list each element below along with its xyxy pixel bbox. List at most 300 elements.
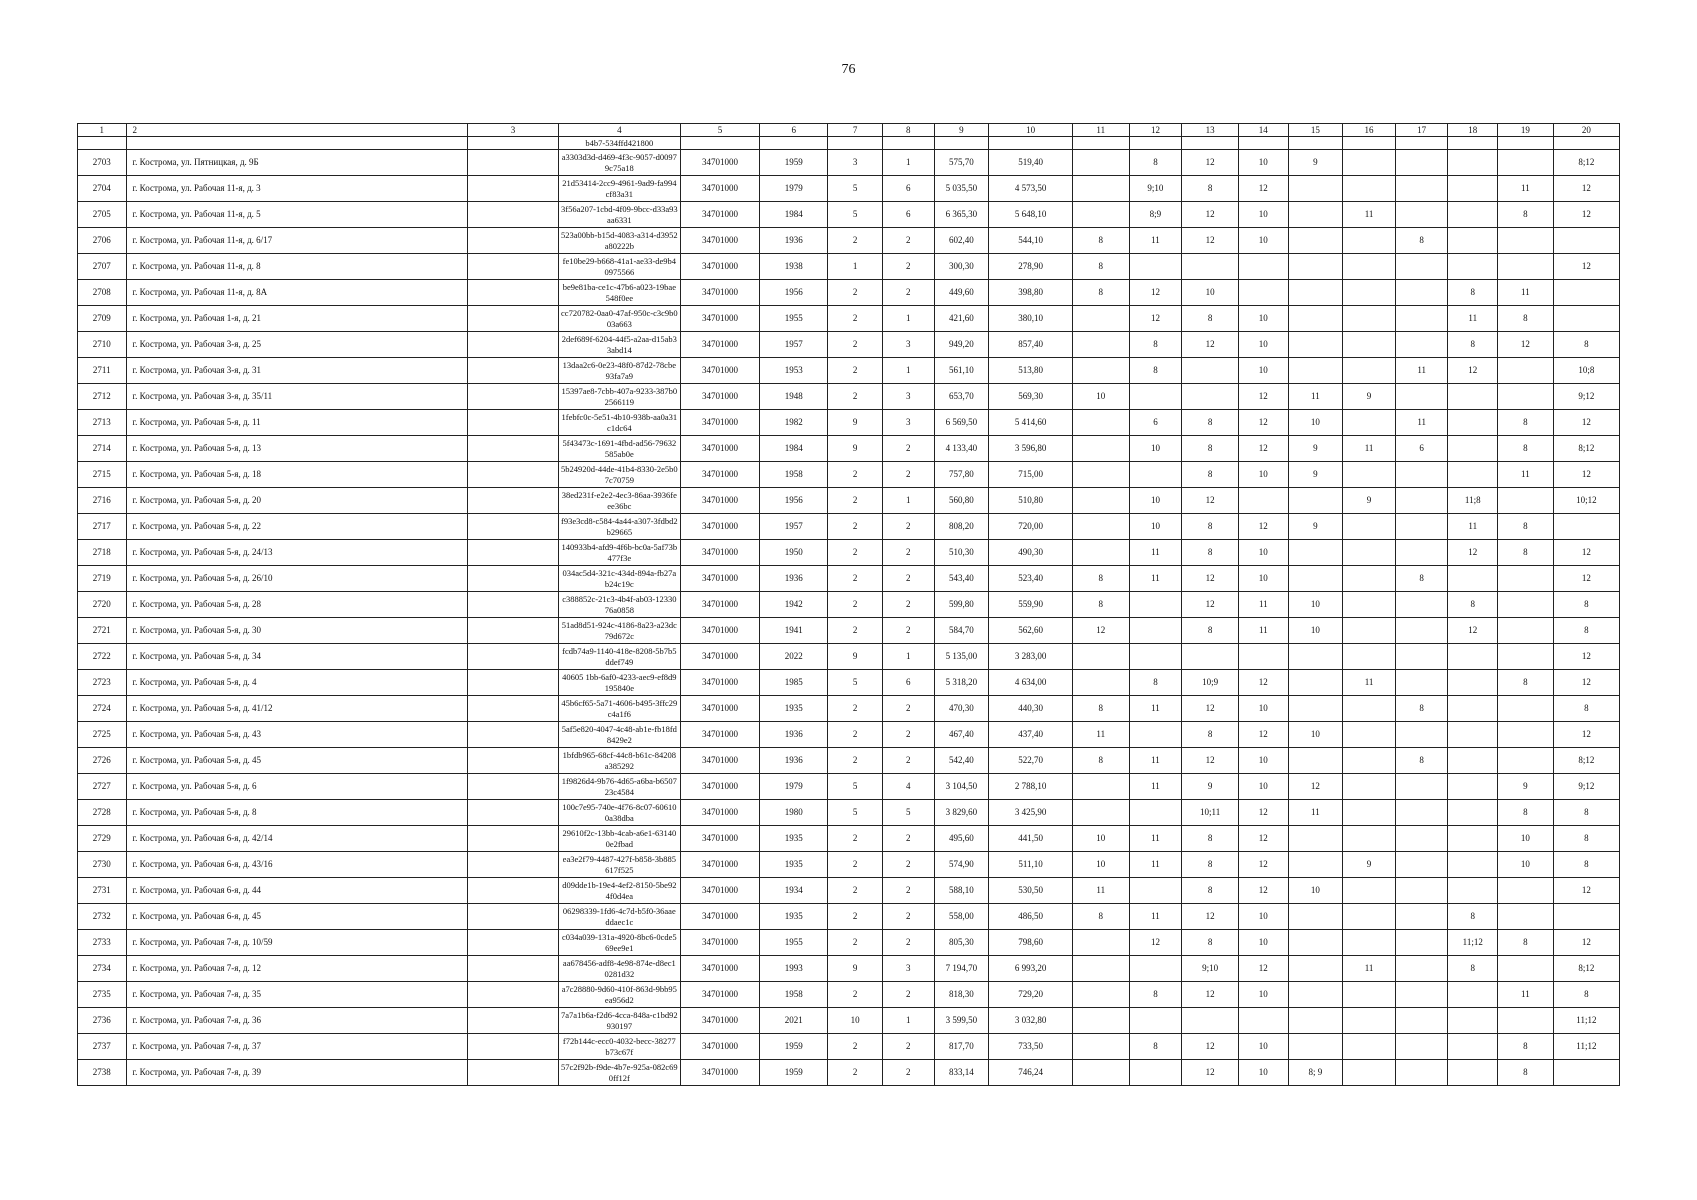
cell-col-17 <box>1395 514 1448 540</box>
page-number: 76 <box>841 62 856 77</box>
cell-col-20: 20 <box>1553 124 1619 137</box>
cell-col-19: 11 <box>1498 280 1554 306</box>
cell-col-12: 8 <box>1129 150 1182 176</box>
cell-col-10: 510,80 <box>989 488 1073 514</box>
cell-col-16 <box>1343 800 1396 826</box>
cell-col-17 <box>1395 774 1448 800</box>
cell-col-13: 12 <box>1182 488 1239 514</box>
cell-col-11: 10 <box>1072 384 1129 410</box>
cell-col-8: 4 <box>882 774 934 800</box>
cell-col-1: 2705 <box>78 202 127 228</box>
cell-col-3 <box>468 1008 559 1034</box>
cell-col-3 <box>468 410 559 436</box>
cell-col-7 <box>828 137 883 150</box>
cell-col-20: 8 <box>1553 800 1619 826</box>
cell-col-7: 2 <box>828 462 883 488</box>
continuation-row <box>78 137 1620 150</box>
column-number-header-row <box>78 124 1620 137</box>
cell-col-15: 9 <box>1288 514 1343 540</box>
cell-col-19: 8 <box>1498 800 1554 826</box>
cell-col-19: 8 <box>1498 1060 1554 1086</box>
cell-col-11: 11 <box>1072 878 1129 904</box>
cell-col-12 <box>1129 722 1182 748</box>
cell-col-4: fe10be29-b668-41a1-ae33-de9b40975566 <box>558 254 680 280</box>
cell-col-11: 11 <box>1072 124 1129 137</box>
cell-col-11 <box>1072 1060 1129 1086</box>
cell-col-9: 421,60 <box>934 306 989 332</box>
table-row <box>78 150 1620 176</box>
cell-col-7: 2 <box>828 514 883 540</box>
cell-col-5: 34701000 <box>680 228 759 254</box>
cell-col-13 <box>1182 1008 1239 1034</box>
cell-col-6: 1957 <box>760 332 828 358</box>
cell-col-3 <box>468 137 559 150</box>
cell-col-8: 1 <box>882 150 934 176</box>
cell-col-9: 3 104,50 <box>934 774 989 800</box>
cell-col-5: 34701000 <box>680 800 759 826</box>
cell-col-18 <box>1448 176 1498 202</box>
cell-col-9: 574,90 <box>934 852 989 878</box>
cell-col-13: 12 <box>1182 1060 1239 1086</box>
cell-col-8: 2 <box>882 748 934 774</box>
table-row <box>78 566 1620 592</box>
cell-col-13: 8 <box>1182 436 1239 462</box>
cell-col-1: 2725 <box>78 722 127 748</box>
cell-col-6: 1955 <box>760 930 828 956</box>
cell-col-19: 8 <box>1498 1034 1554 1060</box>
cell-col-7: 9 <box>828 410 883 436</box>
cell-col-12: 12 <box>1129 124 1182 137</box>
cell-col-16 <box>1343 566 1396 592</box>
cell-col-17 <box>1395 618 1448 644</box>
cell-col-7: 2 <box>828 566 883 592</box>
cell-col-13: 12 <box>1182 592 1239 618</box>
cell-col-18 <box>1448 137 1498 150</box>
cell-col-5: 34701000 <box>680 384 759 410</box>
cell-col-2: г. Кострома, ул. Рабочая 6-я, д. 44 <box>126 878 468 904</box>
cell-col-13: 9;10 <box>1182 956 1239 982</box>
cell-col-12: 10 <box>1129 488 1182 514</box>
cell-col-10: 5 414,60 <box>989 410 1073 436</box>
cell-col-15 <box>1288 670 1343 696</box>
cell-col-3 <box>468 306 559 332</box>
cell-col-19 <box>1498 358 1554 384</box>
cell-col-7: 2 <box>828 696 883 722</box>
cell-col-6: 1935 <box>760 904 828 930</box>
cell-col-16 <box>1343 410 1396 436</box>
cell-col-12: 11 <box>1129 748 1182 774</box>
cell-col-10: 10 <box>989 124 1073 137</box>
cell-col-9: 818,30 <box>934 982 989 1008</box>
cell-col-3 <box>468 488 559 514</box>
cell-col-2: г. Кострома, ул. Рабочая 5-я, д. 30 <box>126 618 468 644</box>
cell-col-5: 34701000 <box>680 904 759 930</box>
cell-col-13: 9 <box>1182 774 1239 800</box>
cell-col-7: 5 <box>828 800 883 826</box>
cell-col-18 <box>1448 1034 1498 1060</box>
cell-col-7: 2 <box>828 358 883 384</box>
table-row <box>78 514 1620 540</box>
cell-col-3 <box>468 280 559 306</box>
cell-col-18 <box>1448 852 1498 878</box>
cell-col-13: 10 <box>1182 280 1239 306</box>
table-row <box>78 748 1620 774</box>
cell-col-8: 6 <box>882 202 934 228</box>
cell-col-16: 9 <box>1343 384 1396 410</box>
cell-col-14: 12 <box>1239 436 1289 462</box>
cell-col-15: 10 <box>1288 722 1343 748</box>
cell-col-12 <box>1129 384 1182 410</box>
cell-col-6: 2022 <box>760 644 828 670</box>
cell-col-18: 8 <box>1448 592 1498 618</box>
cell-col-13: 12 <box>1182 228 1239 254</box>
cell-col-18 <box>1448 1008 1498 1034</box>
cell-col-8: 2 <box>882 878 934 904</box>
cell-col-4: 1febfc0c-5e51-4b10-938b-aa0a31c1dc64 <box>558 410 680 436</box>
cell-col-14: 10 <box>1239 462 1289 488</box>
table-row <box>78 930 1620 956</box>
cell-col-11 <box>1072 1034 1129 1060</box>
cell-col-7: 2 <box>828 592 883 618</box>
cell-col-20: 11;12 <box>1553 1008 1619 1034</box>
cell-col-18 <box>1448 800 1498 826</box>
cell-col-17 <box>1395 488 1448 514</box>
cell-col-13: 12 <box>1182 332 1239 358</box>
cell-col-10: 380,10 <box>989 306 1073 332</box>
cell-col-14: 10 <box>1239 748 1289 774</box>
cell-col-20: 12 <box>1553 202 1619 228</box>
cell-col-2: г. Кострома, ул. Рабочая 6-я, д. 42/14 <box>126 826 468 852</box>
cell-col-20 <box>1553 1060 1619 1086</box>
cell-col-19: 8 <box>1498 202 1554 228</box>
cell-col-1: 2718 <box>78 540 127 566</box>
cell-col-14: 10 <box>1239 150 1289 176</box>
cell-col-12 <box>1129 1008 1182 1034</box>
cell-col-12: 8 <box>1129 332 1182 358</box>
cell-col-14: 10 <box>1239 358 1289 384</box>
cell-col-10: 530,50 <box>989 878 1073 904</box>
cell-col-6: 1959 <box>760 150 828 176</box>
cell-col-8: 1 <box>882 644 934 670</box>
cell-col-19 <box>1498 748 1554 774</box>
cell-col-17 <box>1395 904 1448 930</box>
cell-col-17: 11 <box>1395 358 1448 384</box>
cell-col-1: 2707 <box>78 254 127 280</box>
cell-col-3 <box>468 1034 559 1060</box>
cell-col-14: 10 <box>1239 228 1289 254</box>
cell-col-5: 34701000 <box>680 176 759 202</box>
cell-col-16 <box>1343 592 1396 618</box>
cell-col-9: 558,00 <box>934 904 989 930</box>
cell-col-20: 8 <box>1553 852 1619 878</box>
cell-col-4: 1bfdb965-68cf-44c8-b61c-84208a385292 <box>558 748 680 774</box>
cell-col-1: 2729 <box>78 826 127 852</box>
cell-col-9: 817,70 <box>934 1034 989 1060</box>
cell-col-15 <box>1288 137 1343 150</box>
cell-col-11: 8 <box>1072 254 1129 280</box>
cell-col-19: 8 <box>1498 670 1554 696</box>
cell-col-11 <box>1072 176 1129 202</box>
cell-col-2: г. Кострома, ул. Рабочая 3-я, д. 25 <box>126 332 468 358</box>
cell-col-6: 1979 <box>760 774 828 800</box>
table-row <box>78 774 1620 800</box>
cell-col-12 <box>1129 1060 1182 1086</box>
cell-col-8: 2 <box>882 566 934 592</box>
cell-col-1: 2709 <box>78 306 127 332</box>
cell-col-20: 12 <box>1553 566 1619 592</box>
cell-col-9: 467,40 <box>934 722 989 748</box>
cell-col-19 <box>1498 644 1554 670</box>
cell-col-15 <box>1288 748 1343 774</box>
cell-col-2: г. Кострома, ул. Рабочая 5-я, д. 43 <box>126 722 468 748</box>
cell-col-5: 34701000 <box>680 462 759 488</box>
cell-col-6: 1993 <box>760 956 828 982</box>
cell-col-6: 1959 <box>760 1060 828 1086</box>
cell-col-5: 34701000 <box>680 150 759 176</box>
cell-col-8: 2 <box>882 540 934 566</box>
table-row <box>78 462 1620 488</box>
cell-col-13: 8 <box>1182 410 1239 436</box>
cell-col-20: 8;12 <box>1553 150 1619 176</box>
cell-col-6: 1936 <box>760 722 828 748</box>
cell-col-18: 8 <box>1448 956 1498 982</box>
cell-col-14: 12 <box>1239 514 1289 540</box>
cell-col-8: 2 <box>882 436 934 462</box>
cell-col-8: 2 <box>882 826 934 852</box>
table-row <box>78 982 1620 1008</box>
cell-col-15 <box>1288 1008 1343 1034</box>
cell-col-19: 10 <box>1498 826 1554 852</box>
cell-col-10: 398,80 <box>989 280 1073 306</box>
cell-col-8: 6 <box>882 176 934 202</box>
cell-col-12: 10 <box>1129 514 1182 540</box>
cell-col-20 <box>1553 904 1619 930</box>
cell-col-1: 2735 <box>78 982 127 1008</box>
cell-col-18: 11;8 <box>1448 488 1498 514</box>
housing-register-table <box>77 123 1620 1086</box>
cell-col-5: 34701000 <box>680 826 759 852</box>
cell-col-14: 10 <box>1239 930 1289 956</box>
cell-col-6 <box>760 137 828 150</box>
cell-col-10: 857,40 <box>989 332 1073 358</box>
table-row <box>78 696 1620 722</box>
cell-col-11 <box>1072 930 1129 956</box>
cell-col-19: 8 <box>1498 514 1554 540</box>
cell-col-6: 2021 <box>760 1008 828 1034</box>
cell-col-19: 8 <box>1498 410 1554 436</box>
cell-col-1: 2732 <box>78 904 127 930</box>
cell-col-20: 8;12 <box>1553 748 1619 774</box>
cell-col-12: 8 <box>1129 358 1182 384</box>
table-row <box>78 358 1620 384</box>
cell-col-1: 2726 <box>78 748 127 774</box>
cell-col-15 <box>1288 488 1343 514</box>
cell-col-6: 1935 <box>760 852 828 878</box>
cell-col-5: 34701000 <box>680 410 759 436</box>
cell-col-14: 10 <box>1239 696 1289 722</box>
cell-col-20: 12 <box>1553 722 1619 748</box>
cell-col-1: 2733 <box>78 930 127 956</box>
cell-col-13 <box>1182 644 1239 670</box>
cell-col-12: 11 <box>1129 826 1182 852</box>
cell-col-3 <box>468 358 559 384</box>
cell-col-17 <box>1395 930 1448 956</box>
cell-col-20 <box>1553 137 1619 150</box>
cell-col-17: 8 <box>1395 748 1448 774</box>
cell-col-16: 11 <box>1343 202 1396 228</box>
cell-col-7: 2 <box>828 982 883 1008</box>
cell-col-8: 2 <box>882 228 934 254</box>
cell-col-13: 12 <box>1182 150 1239 176</box>
cell-col-14: 14 <box>1239 124 1289 137</box>
cell-col-11 <box>1072 358 1129 384</box>
cell-col-17 <box>1395 592 1448 618</box>
cell-col-5: 34701000 <box>680 358 759 384</box>
cell-col-5: 34701000 <box>680 306 759 332</box>
cell-col-13: 12 <box>1182 982 1239 1008</box>
cell-col-19 <box>1498 956 1554 982</box>
cell-col-3 <box>468 514 559 540</box>
cell-col-7: 2 <box>828 930 883 956</box>
table-row <box>78 254 1620 280</box>
cell-col-1: 2727 <box>78 774 127 800</box>
cell-col-10: 559,90 <box>989 592 1073 618</box>
cell-col-11: 8 <box>1072 592 1129 618</box>
cell-col-12: 10 <box>1129 436 1182 462</box>
cell-col-15: 9 <box>1288 436 1343 462</box>
cell-col-17 <box>1395 1034 1448 1060</box>
cell-col-18 <box>1448 722 1498 748</box>
cell-col-20: 8 <box>1553 982 1619 1008</box>
cell-col-18 <box>1448 436 1498 462</box>
cell-col-9: 6 365,30 <box>934 202 989 228</box>
cell-col-11 <box>1072 514 1129 540</box>
table-row <box>78 878 1620 904</box>
cell-col-20: 12 <box>1553 176 1619 202</box>
cell-col-15 <box>1288 254 1343 280</box>
cell-col-17 <box>1395 982 1448 1008</box>
cell-col-4: 523a00bb-b15d-4083-a314-d3952a80222b <box>558 228 680 254</box>
cell-col-12 <box>1129 800 1182 826</box>
cell-col-12 <box>1129 956 1182 982</box>
cell-col-9: 300,30 <box>934 254 989 280</box>
cell-col-12: 8;9 <box>1129 202 1182 228</box>
cell-col-11: 8 <box>1072 904 1129 930</box>
cell-col-12 <box>1129 878 1182 904</box>
cell-col-18: 8 <box>1448 280 1498 306</box>
cell-col-5: 34701000 <box>680 774 759 800</box>
cell-col-9: 542,40 <box>934 748 989 774</box>
cell-col-11: 10 <box>1072 852 1129 878</box>
cell-col-7: 5 <box>828 176 883 202</box>
cell-col-11 <box>1072 644 1129 670</box>
cell-col-16: 16 <box>1343 124 1396 137</box>
cell-col-14: 10 <box>1239 332 1289 358</box>
cell-col-18: 11 <box>1448 514 1498 540</box>
cell-col-5: 34701000 <box>680 956 759 982</box>
cell-col-13: 10;9 <box>1182 670 1239 696</box>
cell-col-7: 2 <box>828 228 883 254</box>
cell-col-6: 1956 <box>760 488 828 514</box>
cell-col-19 <box>1498 488 1554 514</box>
cell-col-3 <box>468 644 559 670</box>
cell-col-14: 12 <box>1239 878 1289 904</box>
cell-col-12: 6 <box>1129 410 1182 436</box>
cell-col-14: 10 <box>1239 202 1289 228</box>
cell-col-3 <box>468 566 559 592</box>
cell-col-15 <box>1288 358 1343 384</box>
cell-col-20: 12 <box>1553 878 1619 904</box>
cell-col-20: 12 <box>1553 930 1619 956</box>
cell-col-8 <box>882 137 934 150</box>
cell-col-4: 51ad8d51-924c-4186-8a23-a23dc79d672c <box>558 618 680 644</box>
cell-col-18 <box>1448 982 1498 1008</box>
cell-col-9: 757,80 <box>934 462 989 488</box>
cell-col-18 <box>1448 410 1498 436</box>
cell-col-19 <box>1498 878 1554 904</box>
cell-col-16 <box>1343 514 1396 540</box>
cell-col-11: 8 <box>1072 748 1129 774</box>
cell-col-4: c034a039-131a-4920-8bc6-0cde569ee9e1 <box>558 930 680 956</box>
cell-col-18 <box>1448 644 1498 670</box>
cell-col-9: 9 <box>934 124 989 137</box>
cell-col-19: 9 <box>1498 774 1554 800</box>
cell-col-17 <box>1395 202 1448 228</box>
cell-col-10: 715,00 <box>989 462 1073 488</box>
cell-col-17 <box>1395 280 1448 306</box>
cell-col-10: 278,90 <box>989 254 1073 280</box>
cell-col-1: 2736 <box>78 1008 127 1034</box>
table-row <box>78 956 1620 982</box>
cell-col-1: 2717 <box>78 514 127 540</box>
cell-col-3 <box>468 852 559 878</box>
cell-col-12: 11 <box>1129 904 1182 930</box>
cell-col-4: 57c2f92b-f9de-4b7e-925a-082c690ff12f <box>558 1060 680 1086</box>
cell-col-11 <box>1072 800 1129 826</box>
cell-col-18 <box>1448 150 1498 176</box>
cell-col-2: г. Кострома, ул. Рабочая 11-я, д. 8 <box>126 254 468 280</box>
cell-col-3 <box>468 722 559 748</box>
cell-col-3 <box>468 826 559 852</box>
cell-col-2: г. Кострома, ул. Рабочая 5-я, д. 4 <box>126 670 468 696</box>
cell-col-15: 10 <box>1288 592 1343 618</box>
cell-col-17 <box>1395 540 1448 566</box>
cell-col-5: 34701000 <box>680 930 759 956</box>
cell-col-7: 9 <box>828 956 883 982</box>
table-row <box>78 852 1620 878</box>
cell-col-5: 34701000 <box>680 436 759 462</box>
cell-col-19 <box>1498 618 1554 644</box>
cell-col-6: 1948 <box>760 384 828 410</box>
cell-col-10: 4 634,00 <box>989 670 1073 696</box>
cell-col-10: 562,60 <box>989 618 1073 644</box>
cell-col-2: г. Кострома, ул. Рабочая 11-я, д. 5 <box>126 202 468 228</box>
cell-col-19 <box>1498 696 1554 722</box>
cell-col-17 <box>1395 137 1448 150</box>
cell-col-14: 10 <box>1239 540 1289 566</box>
cell-col-6: 1935 <box>760 696 828 722</box>
cell-col-1: 2728 <box>78 800 127 826</box>
cell-col-9: 602,40 <box>934 228 989 254</box>
cell-col-6: 1985 <box>760 670 828 696</box>
cell-col-13 <box>1182 137 1239 150</box>
cell-col-20: 12 <box>1553 644 1619 670</box>
cell-col-12: 8 <box>1129 670 1182 696</box>
cell-col-20 <box>1553 306 1619 332</box>
table-row <box>78 592 1620 618</box>
cell-col-10: 3 283,00 <box>989 644 1073 670</box>
cell-col-9: 5 135,00 <box>934 644 989 670</box>
